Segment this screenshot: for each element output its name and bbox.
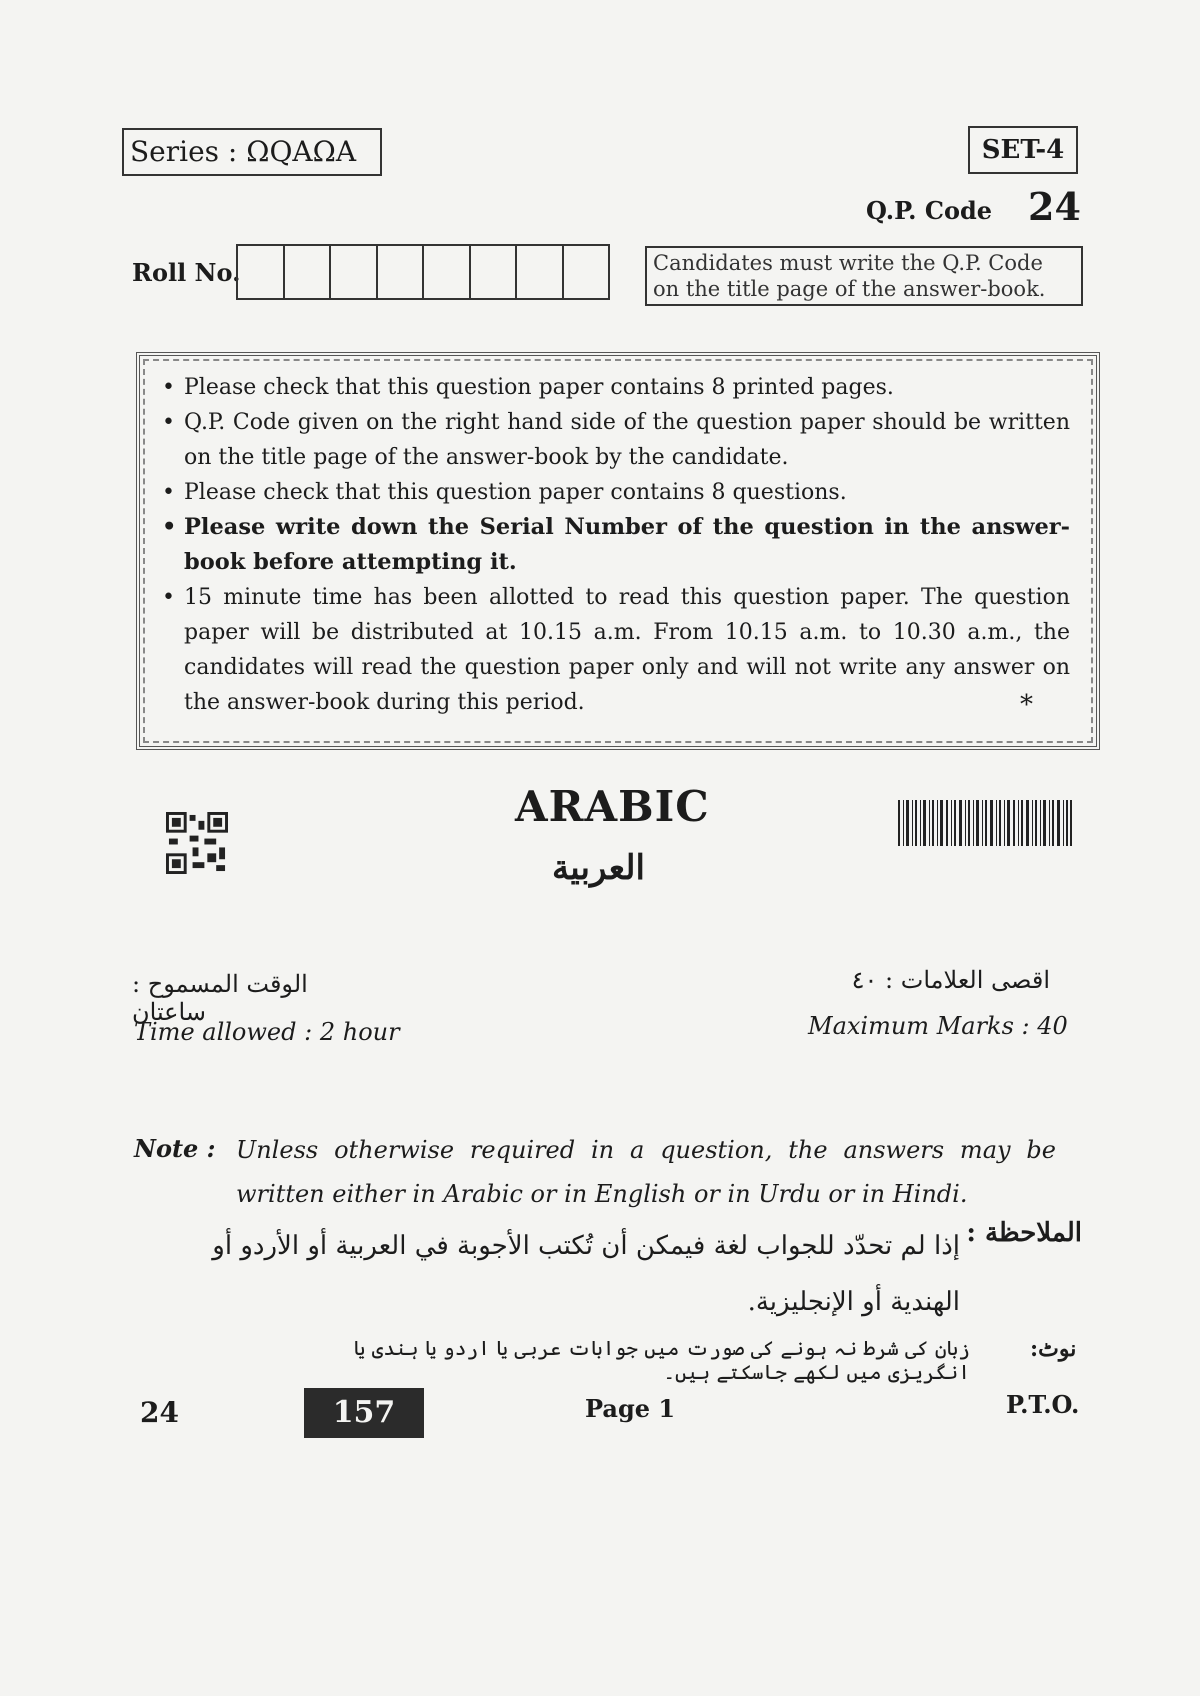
- maximum-marks: Maximum Marks : 40: [808, 1012, 1068, 1040]
- subject-title-english: ARABIC: [515, 782, 710, 831]
- set-label: SET-4: [968, 126, 1078, 174]
- note-arabic: إذا لم تحدّد للجواب لغة فيمكن أن تُكتب الأجوبة في العربية أو الأردو أو الهندية أو الإنجليزية.: [212, 1231, 960, 1317]
- roll-number-cell[interactable]: [424, 246, 471, 298]
- roll-number-label: Roll No.: [132, 258, 241, 287]
- roll-number-cell[interactable]: [471, 246, 518, 298]
- footer-number-badge: 157: [304, 1388, 424, 1438]
- qr-code-icon: [166, 812, 228, 874]
- roll-number-cell[interactable]: [517, 246, 564, 298]
- instruction-item: • Please write down the Serial Number of the question in the answer-book before attempting it.: [160, 510, 1070, 580]
- instructions-list: [160, 370, 1070, 720]
- note-label: Note :: [134, 1134, 216, 1163]
- note-english: Unless otherwise required in a question, the answers may be written either in Arabic or in English or in Urdu or in Hindi.: [236, 1136, 1056, 1208]
- barcode-icon: [898, 800, 1072, 846]
- candidate-note: Candidates must write the Q.P. Code on the title page of the answer-book.: [645, 246, 1083, 306]
- qp-code-value: 24: [1028, 184, 1081, 229]
- note-label-urdu: نوٹ:: [1030, 1336, 1077, 1362]
- page-number: Page 1: [585, 1394, 676, 1423]
- roll-number-cell[interactable]: [238, 246, 285, 298]
- roll-number-boxes[interactable]: [236, 244, 610, 300]
- series-label: Series : ΩQAΩA: [122, 128, 382, 176]
- maximum-marks-arabic: اقصى العلامات : ٤٠: [851, 966, 1050, 994]
- time-allowed-arabic: الوقت المسموح : ساعتان: [132, 970, 308, 1026]
- instruction-item: • Please check that this question paper contains 8 questions.: [160, 475, 1070, 510]
- please-turn-over: P.T.O.: [1006, 1390, 1080, 1419]
- instruction-item: • Please check that this question paper contains 8 printed pages.: [160, 370, 1070, 405]
- footer-qp-code: 24: [140, 1396, 179, 1429]
- instruction-item: • 15 minute time has been allotted to read this question paper. The question paper will be distributed at 10.15 a.m. From 10.15 a.m. to 10.30 a.m., the candidates will read the question paper only and will not write any answer on the answer-book during this period.: [160, 580, 1070, 720]
- roll-number-cell[interactable]: [331, 246, 378, 298]
- note-urdu: زبان کی شرط نہ ہونے کی صورت میں جوابات عربی یا اردو یا ہندی یا انگریزی میں لکھے جاسکتے ہیں۔: [353, 1336, 970, 1384]
- roll-number-cell[interactable]: [378, 246, 425, 298]
- roll-number-cell[interactable]: [564, 246, 609, 298]
- star-mark: *: [1020, 690, 1033, 720]
- roll-number-cell[interactable]: [285, 246, 332, 298]
- subject-title-arabic: العربية: [552, 848, 645, 888]
- instruction-item: • Q.P. Code given on the right hand side of the question paper should be written on the title page of the answer-book by the candidate.: [160, 405, 1070, 475]
- note-label-arabic: الملاحظة :: [966, 1218, 1082, 1248]
- qp-code-label: Q.P. Code: [866, 196, 993, 225]
- time-allowed: Time allowed : 2 hour: [134, 1018, 400, 1046]
